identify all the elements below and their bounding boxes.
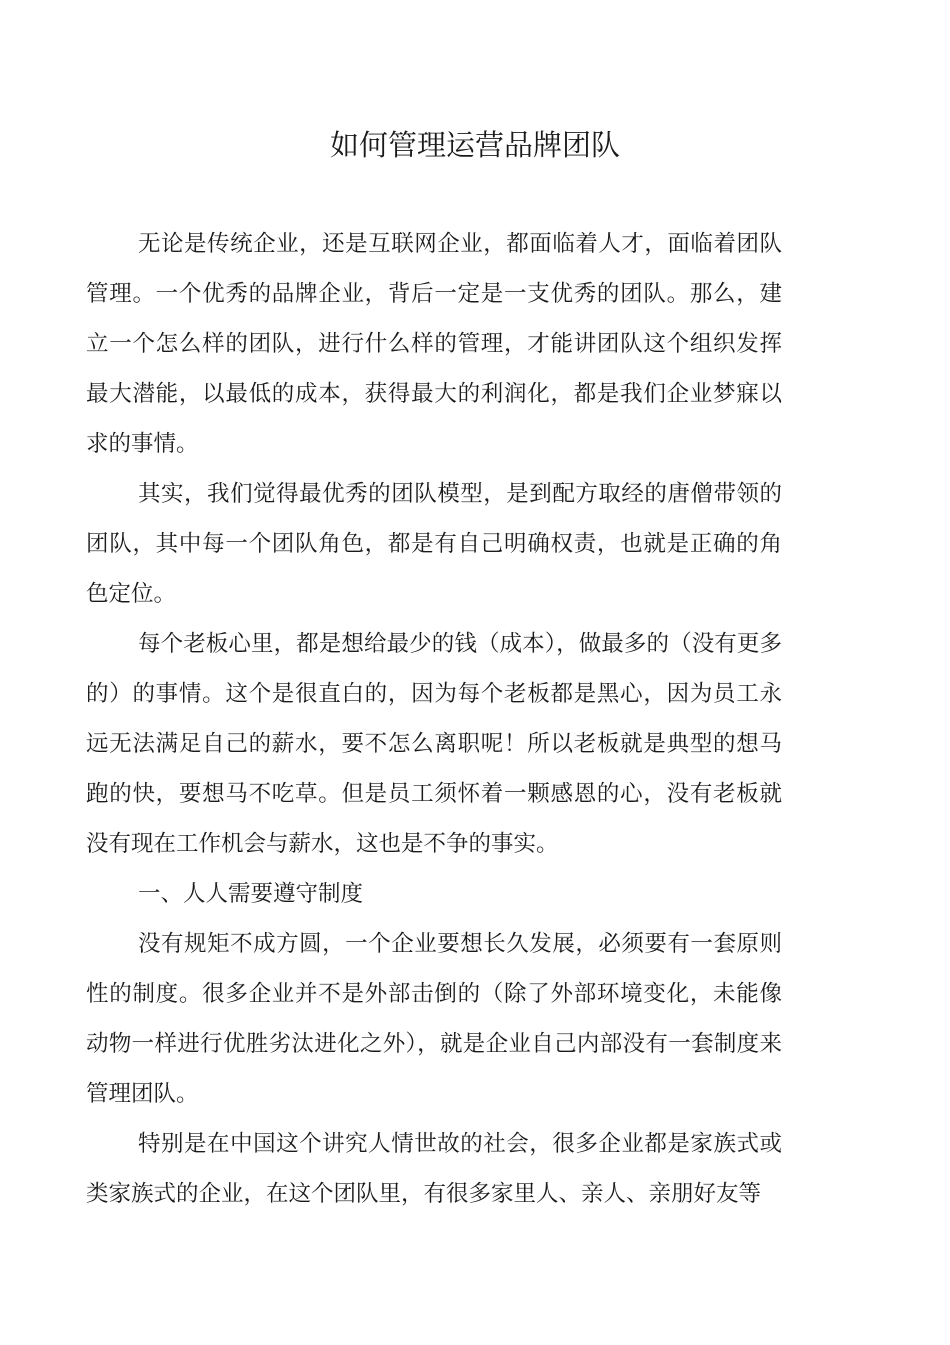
paragraph: 特别是在中国这个讲究人情世故的社会，很多企业都是家族式或类家族式的企业，在这个团队里，有很多家里人、亲人、亲朋好友等	[86, 1131, 782, 1207]
section-heading: 一、人人需要遵守制度	[138, 881, 364, 907]
paragraph: 其实，我们觉得最优秀的团队模型，是到配方取经的唐僧带领的团队，其中每一个团队角色，都是有自己明确权责，也就是正确的角色定位。	[86, 481, 782, 607]
paragraph: 每个老板心里，都是想给最少的钱（成本），做最多的（没有更多的）的事情。这个是很直白的，因为每个老板都是黑心，因为员工永远无法满足自己的薪水，要不怎么离职呢！所以老板就是典型的想马跑的快，要想马不吃草。但是员工须怀着一颗感恩的心，没有老板就没有现在工作机会与薪水，这也是不争的事实。	[86, 631, 782, 857]
document-title: 如何管理运营品牌团队	[329, 128, 620, 162]
document-body	[86, 219, 782, 1219]
paragraph: 没有规矩不成方圆，一个企业要想长久发展，必须要有一套原则性的制度。很多企业并不是外部击倒的（除了外部环境变化，未能像动物一样进行优胜劣汰进化之外），就是企业自己内部没有一套制度来管理团队。	[86, 931, 782, 1107]
paragraph: 无论是传统企业，还是互联网企业，都面临着人才，面临着团队管理。一个优秀的品牌企业，背后一定是一支优秀的团队。那么，建立一个怎么样的团队，进行什么样的管理，才能讲团队这个组织发挥最大潜能，以最低的成本，获得最大的利润化，都是我们企业梦寐以求的事情。	[86, 231, 782, 457]
